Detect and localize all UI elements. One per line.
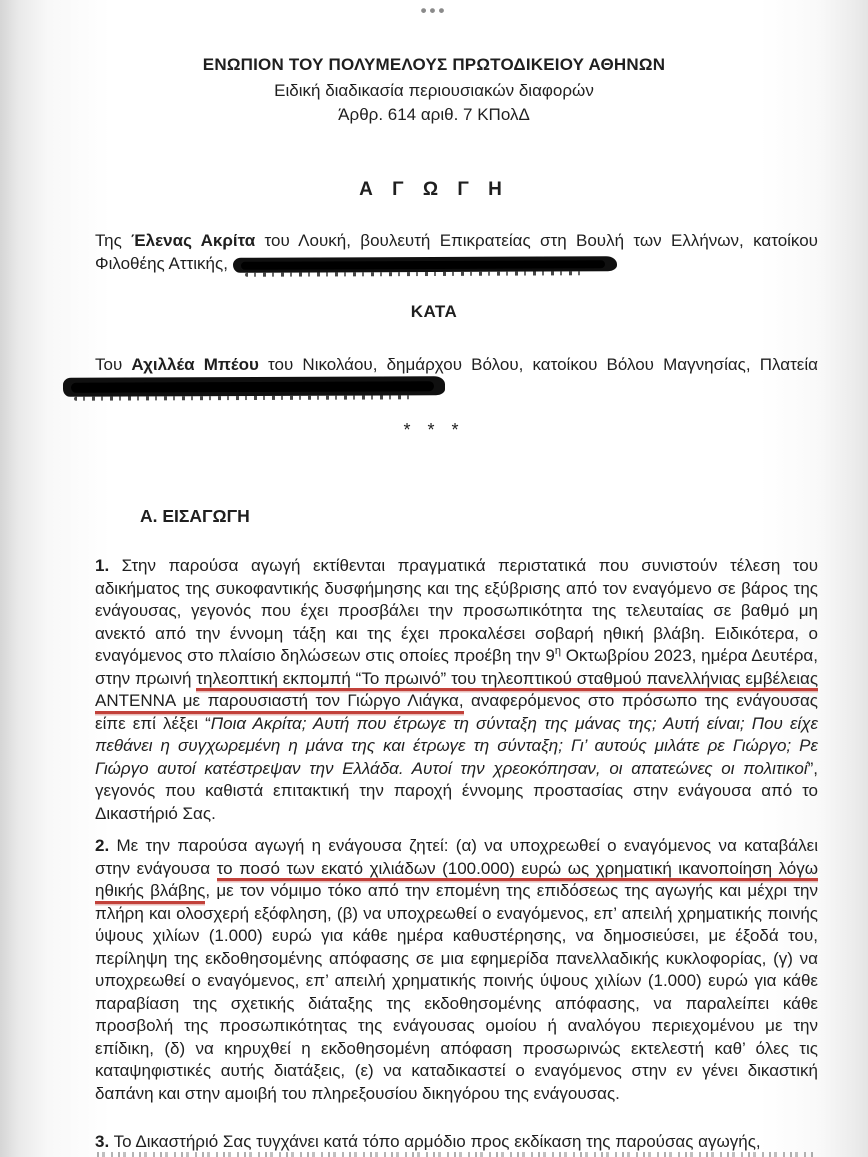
red-underlined-text: το ποσό των εκατό χιλιάδων (100.000) ευρώ ως χρηματική ικανοποίηση λόγω ηθικής βλάβης [95,859,818,904]
defendant-paragraph [95,354,818,399]
text-run: η [554,645,561,657]
asterisk-separator: * * * [403,420,465,440]
procedure-line: Ειδική διαδικασία περιουσιακών διαφορών [274,81,594,100]
court-heading: ΕΝΩΠΙΟΝ ΤΟΥ ΠΟΛΥΜΕΛΟΥΣ ΠΡΩΤΟΔΙΚΕΙΟΥ ΑΘΗΝΩΝ [202,55,666,74]
text-run: Οκτωβρίου 2023, ημέρα Δευτέρα, στην πρωινή [95,646,818,688]
text-run: Του [95,355,132,374]
text-run: του Λουκή, βουλευτή Επικρατείας στη Βουλή των Ελλήνων, κατοίκου Φιλοθέης Αττικής, [95,231,818,273]
clipped-text-line [97,1152,815,1157]
text-run: Το Δικαστήριό Σας τυγχάνει κατά τόπο αρμόδιο προς εκδίκαση της παρούσας αγωγής, [109,1132,761,1151]
versus-heading: ΚΑΤΑ [410,302,458,321]
text-run: Αχιλλέα Μπέου [131,355,259,374]
paragraph-2 [95,835,818,1105]
plaintiff-paragraph [95,230,818,275]
redaction-bar [63,376,445,397]
text-run: 1. [95,556,110,575]
text-run: Έλενας Ακρίτα [131,231,256,250]
text-run: 3. [95,1132,110,1151]
text-run: 2. [95,836,110,855]
article-line: Άρθρ. 614 αριθ. 7 ΚΠολΔ [338,105,530,124]
text-run: Ποια Ακρίτα; Αυτή που έτρωγε τη σύνταξη της μάνας της; Αυτή είναι; Που είχε πεθάνει η συγχωρεμένη η μάνα της και έτρωγε τη σύνταξη; Γι’ αυτούς μιλάτε ρε Γιώργο; Ρε Γιώργο αυτοί κατέστρεψαν την Ελλάδα. Αυτοί την χρεοκόπησαν, οι απατεώνες οι πολιτικοί [95,713,818,778]
red-underlined-text: τηλεοπτική εκπομπή “Το πρωινό” του τηλεοπτικού σταθμού πανελλήνιας εμβέλειας ΑΝΤΕΝΝΑ με παρουσιαστή τον Γιώργο Λιάγκα, [95,669,818,714]
text-run: Της [95,231,132,250]
redaction-bar [233,256,617,273]
document-title: Α Γ Ω Γ Η [359,179,509,200]
text-run: αναφερόμενος στο πρόσωπο της ενάγουσας είπε επί λέξει “ [95,691,818,733]
text-run: του Νικολάου, δημάρχου Βόλου, κατοίκου Βόλου Μαγνησίας, Πλατεία [258,355,818,374]
paragraph-3 [95,1131,818,1154]
more-options-icon[interactable]: ••• [420,1,448,20]
paragraph-1 [95,555,818,825]
text-run: ”, γεγονός που καθιστά επιτακτική την παροχή έννομης προστασίας στην ενάγουσα από το Δικαστήριό Σας. [95,758,818,823]
text-run: , με τον νόμιμο τόκο από την επομένη της επιδόσεως της αγωγής και μέχρι την πλήρη και ολοσχερή εξόφληση, (β) να υποχρεωθεί ο εναγόμενος, επ’ απειλή χρηματικής ποινής ύψους χιλίων (1.000) ευρώ για κάθε ημέρα καθυστέρησης, να δημοσιεύσει, με έξοδά του, περίληψη της εκδοθησομένης απόφασης σε μια εφημερίδα πανελλαδικής κυκλοφορίας, (γ) να υποχρεωθεί ο εναγόμενος, επ’ απειλή χρηματικής ποινής ύψους χιλίων (1.000) ευρώ για κάθε παραβίαση της σχετικής διάταξης της εκδοθησομένης απόφασης, να παραλείπει κάθε προσβολή της προσωπικότητας της ενάγουσας ομοίου ή αναλόγου περιεχομένου με την επίδικη, (δ) να κηρυχθεί η εκδοθησομένη απόφαση προσωρινώς εκτελεστή καθ’ όλες τις καταψηφιστικές αυτής διατάξεις, (ε) να καταδικαστεί ο εναγόμενος στην εν γένει δικαστική δαπάνη και στην αμοιβή του πληρεξουσίου δικηγόρου της ενάγουσας. [95,881,818,1103]
section-heading-introduction: Α. ΕΙΣΑΓΩΓΗ [140,506,250,526]
text-run: Στην παρούσα αγωγή εκτίθενται πραγματικά περιστατικά που συνιστούν τέλεση του αδικήματος της συκοφαντικής δυσφήμησης και της εξύβρισης από τον εναγόμενο σε βάρος της ενάγουσας, γεγονός που έχει προσβάλει την προσωπικότητα της τελευταίας σε βαθμό μη ανεκτό από την έννομη τάξη και της έχει προκαλέσει σοβαρή ηθική βλάβη. Ειδικότερα, ο εναγόμενος στο πλαίσιο δηλώσεων στις οποίες προέβη την 9 [95,556,818,665]
text-run: Με την παρούσα αγωγή η ενάγουσα ζητεί: (α) να υποχρεωθεί ο εναγόμενος να καταβάλει στην ενάγουσα [95,836,818,878]
